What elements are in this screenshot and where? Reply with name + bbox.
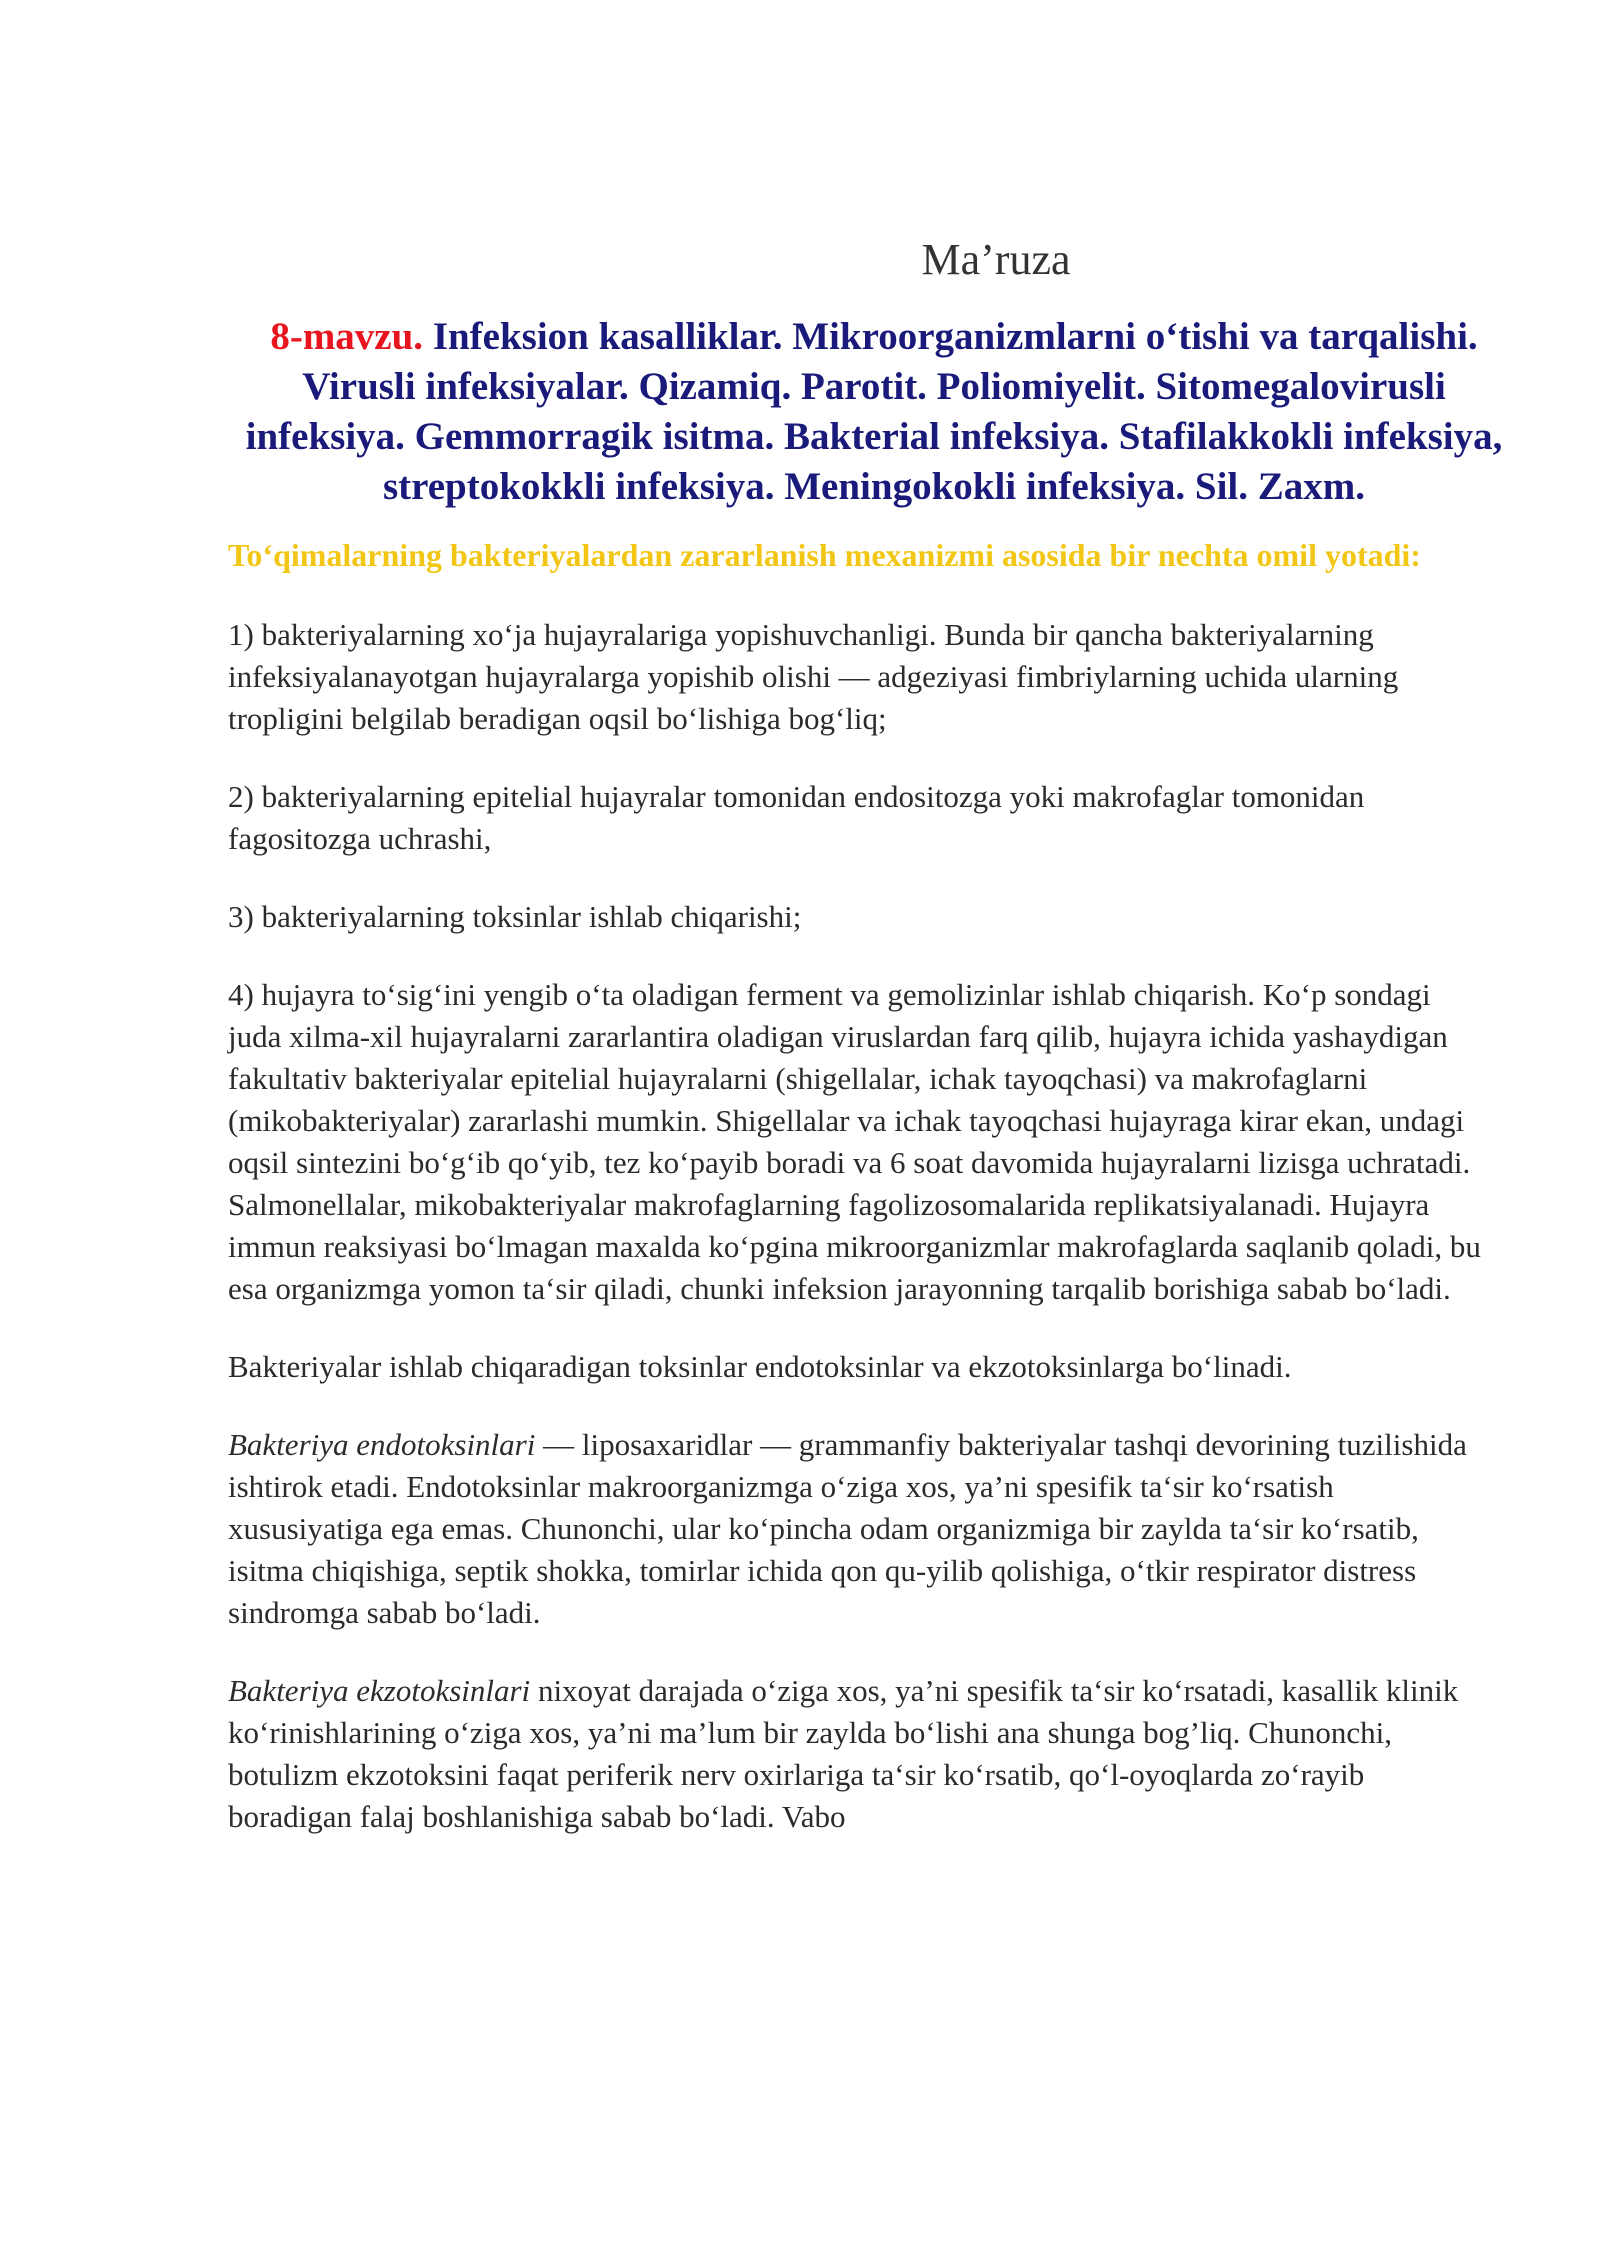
topic-heading — [228, 312, 1504, 512]
document-page — [228, 228, 1503, 1874]
endotoxins-text: — liposaxaridlar — grammanfiy bakteriyalar tashqi devorining tuzilishida ishtirok etadi. Endotoksinlar makroorganizmga o‘ziga xos, ya’ni spesifik ta‘sir ko‘rsatish xususiyatiga ega emas. Chunonchi, ular ko‘pincha odam organizmiga bir zaylda ta‘sir ko‘rsatib, isitma chiqishiga, septik shokka, tomirlar ichida qon qu-yilib qolishiga, o‘tkir respirator distress sindromga sabab bo‘ladi. — [228, 1427, 1467, 1630]
topic-text: Infeksion kasalliklar. Mikroorganizmlarni o‘tishi va tarqalishi. Virusli infeksiyalar. Qizamiq. Parotit. Poliomiyelit. Sitomegalovirusli infeksiya. Gemmorragik isitma. Bakterial infeksiya. Stafilakkokli infeksiya, streptokokkli infeksiya. Meningokokli infeksiya. Sil. Zaxm. — [245, 315, 1503, 508]
exotoxins-paragraph — [228, 1670, 1488, 1838]
endotoxins-term: Bakteriya endotoksinlari — [228, 1427, 536, 1462]
endotoxins-paragraph — [228, 1424, 1488, 1634]
toxins-intro-paragraph: Bakteriyalar ishlab chiqaradigan toksinlar endotoksinlar va ekzotoksinlarga bo‘linadi. — [228, 1349, 1292, 1384]
list-item-2: 2) bakteriyalarning epitelial hujayralar tomonidan endositozga yoki makrofaglar tomonidan fagositozga uchrashi, — [228, 779, 1365, 856]
topic-number: 8-mavzu. — [270, 315, 424, 358]
list-item-4: 4) hujayra to‘sig‘ini yengib o‘ta oladigan ferment va gemolizinlar ishlab chiqarish. Ko‘p sondagi juda xilma-xil hujayralarni zararlantira oladigan viruslardan farq qilib, hujayra ichida yashaydigan fakultativ bakteriyalar epitelial hujayralarni (shigellalar, ichak tayoqchasi) va makrofaglarni (mikobakteriyalar) zararlashi mumkin. Shigellalar va ichak tayoqchasi hujayraga kirar ekan, undagi oqsil sintezini bo‘g‘ib qo‘yib, tez ko‘payib boradi va 6 soat davomida hujayralarni lizisga uchratadi. Salmonellalar, mikobakteriyalar makrofaglarning fagolizosomalarida replikatsiyalanadi. Hujayra immun reaksiyasi bo‘lmagan maxalda ko‘pgina mikroorganizmlar makrofaglarda saqlanib qoladi, bu esa organizmga yomon ta‘sir qiladi, chunki infeksion jarayonning tarqalib borishiga sabab bo‘ladi. — [228, 977, 1481, 1306]
document-title: Ma’ruza — [921, 235, 1071, 284]
section-subheading: To‘qimalarning bakteriyalardan zararlanish mexanizmi asosida bir nechta omil yotadi: — [228, 537, 1421, 573]
exotoxins-term: Bakteriya ekzotoksinlari — [228, 1673, 531, 1708]
exotoxins-text: nixoyat darajada o‘ziga xos, ya’ni spesifik ta‘sir ko‘rsatadi, kasallik klinik ko‘rinishlarining o‘ziga xos, ya’ni ma’lum bir zaylda bo‘lishi ana shunga bog’liq. Chunonchi, botulizm ekzotoksini faqat periferik nerv oxirlariga ta‘sir ko‘rsatib, qo‘l-oyoqlarda zo‘rayib boradigan falaj boshlanishiga sabab bo‘ladi. Vabo — [228, 1673, 1459, 1834]
list-item-1: 1) bakteriyalarning xo‘ja hujayralariga yopishuvchanligi. Bunda bir qancha bakteriyalarning infeksiyalanayotgan hujayralarga yopishib olishi — adgeziyasi fimbriylarning uchida ularning tropligini belgilab beradigan oqsil bo‘lishiga bog‘liq; — [228, 617, 1399, 736]
list-item-3: 3) bakteriyalarning toksinlar ishlab chiqarishi; — [228, 899, 802, 934]
